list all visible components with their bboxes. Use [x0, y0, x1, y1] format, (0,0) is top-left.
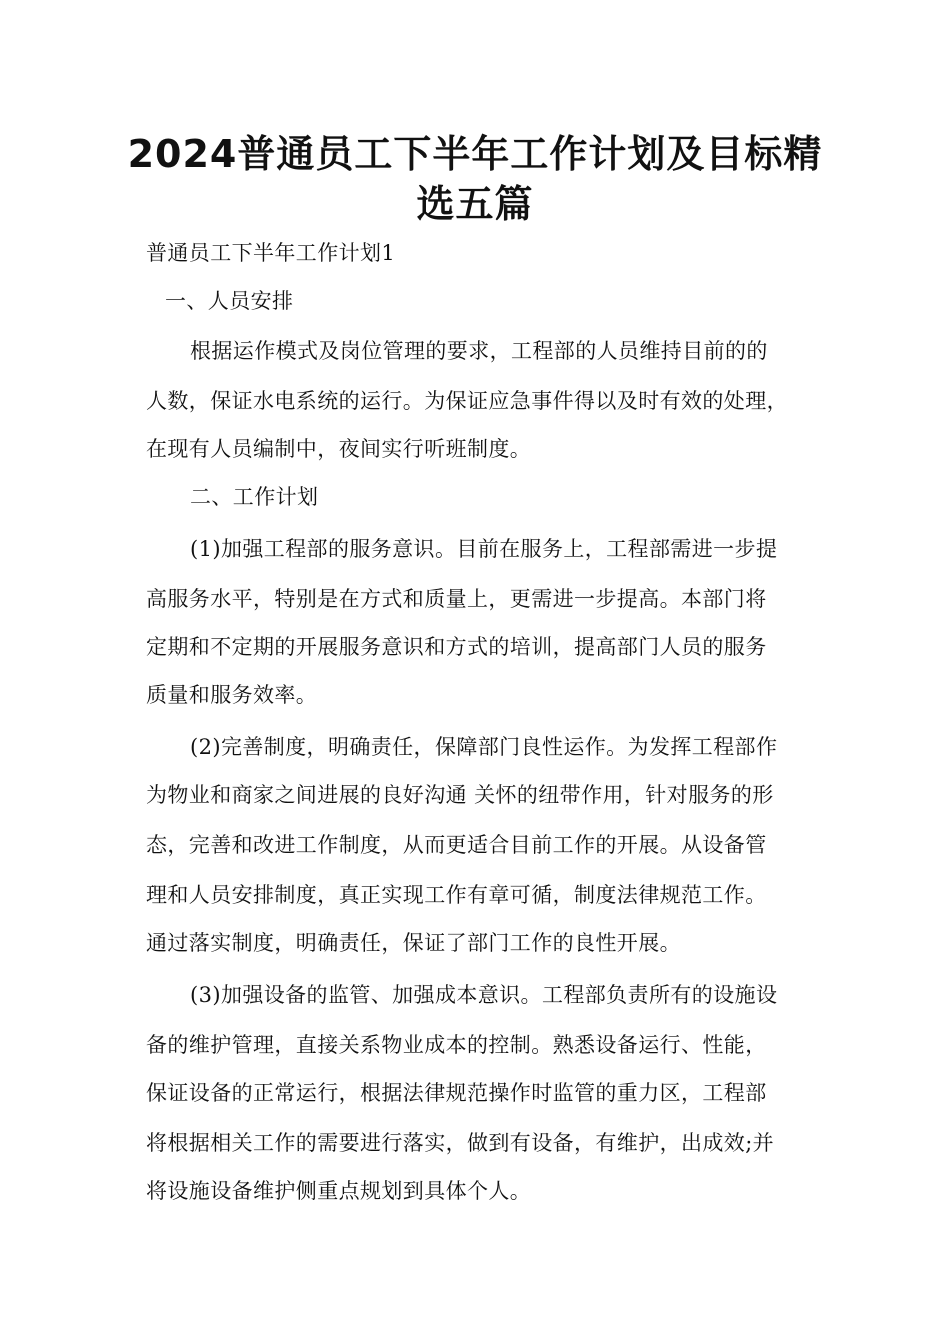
- paragraph-line: 在现有人员编制中，夜间实行听班制度。: [146, 437, 532, 461]
- paragraph-line: 根据运作模式及岗位管理的要求，工程部的人员维持目前的的: [190, 339, 768, 363]
- paragraph-line: 备的维护管理，直接关系物业成本的控制。熟悉设备运行、性能，: [146, 1033, 767, 1057]
- paragraph-line: (2)完善制度，明确责任，保障部门良性运作。为发挥工程部作: [190, 735, 778, 759]
- paragraph-line: (3)加强设备的监管、加强成本意识。工程部负责所有的设施设: [190, 983, 778, 1007]
- paragraph-line: 定期和不定期的开展服务意识和方式的培训，提高部门人员的服务: [146, 635, 767, 659]
- document-title-line-2: 选五篇: [416, 182, 534, 226]
- paragraph-line: 将设施设备维护侧重点规划到具体个人。: [146, 1179, 532, 1203]
- paragraph-line: 为物业和商家之间进展的良好沟通 关怀的纽带作用，针对服务的形: [146, 783, 774, 807]
- paragraph-line: 态，完善和改进工作制度，从而更适合目前工作的开展。从设备管: [146, 833, 767, 857]
- paragraph-line: 将根据相关工作的需要进行落实，做到有设备，有维护，出成效;并: [146, 1131, 775, 1155]
- subsection-heading: 一、人员安排: [165, 289, 294, 313]
- document-title-line-1: 2024普通员工下半年工作计划及目标精: [127, 132, 823, 176]
- paragraph-line: 理和人员安排制度，真正实现工作有章可循，制度法律规范工作。: [146, 883, 767, 907]
- paragraph-line: 保证设备的正常运行，根据法律规范操作时监管的重力区，工程部: [146, 1081, 767, 1105]
- section-heading: 普通员工下半年工作计划1: [146, 241, 396, 265]
- subsection-heading: 二、工作计划: [190, 485, 319, 509]
- paragraph-line: 通过落实制度，明确责任，保证了部门工作的良性开展。: [146, 931, 681, 955]
- paragraph-line: 高服务水平，特别是在方式和质量上，更需进一步提高。本部门将: [146, 587, 767, 611]
- paragraph-line: 质量和服务效率。: [146, 683, 318, 707]
- paragraph-line: 人数，保证水电系统的运行。为保证应急事件得以及时有效的处理，: [146, 389, 788, 413]
- paragraph-line: (1)加强工程部的服务意识。目前在服务上，工程部需进一步提: [190, 537, 778, 561]
